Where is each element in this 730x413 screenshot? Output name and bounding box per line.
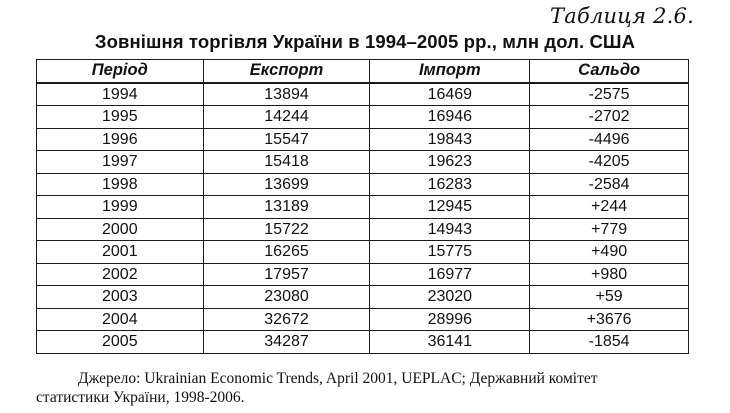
cell-import: 28996 (370, 308, 530, 331)
cell-period: 2003 (37, 286, 204, 309)
cell-balance: +59 (530, 286, 689, 309)
table-row (37, 263, 689, 286)
cell-balance: +490 (530, 241, 689, 264)
cell-import: 15775 (370, 241, 530, 264)
cell-period: 1994 (37, 83, 204, 106)
cell-period: 2001 (37, 241, 204, 264)
cell-balance: +244 (530, 196, 689, 219)
table-row (37, 218, 689, 241)
source-note-line-1: Джерело: Ukrainian Economic Trends, April 2001, UEPLAC; Державний комітет (78, 370, 598, 387)
cell-export: 15547 (203, 128, 370, 151)
source-note-line-2: статистики України, 1998-2006. (36, 389, 245, 406)
cell-import: 16977 (370, 263, 530, 286)
cell-export: 15418 (203, 151, 370, 174)
column-header-period: Період (37, 60, 204, 83)
cell-period: 1999 (37, 196, 204, 219)
foreign-trade-table (36, 59, 689, 354)
table-row (37, 83, 689, 106)
table-row (37, 196, 689, 219)
table-header-row (37, 60, 689, 83)
table-caption: Зовнішня торгівля України в 1994–2005 рр., млн дол. США (94, 31, 636, 52)
cell-period: 1998 (37, 173, 204, 196)
cell-import: 19843 (370, 128, 530, 151)
table-row (37, 331, 689, 354)
table-row (37, 308, 689, 331)
cell-export: 34287 (203, 331, 370, 354)
cell-export: 13894 (203, 83, 370, 106)
cell-period: 1997 (37, 151, 204, 174)
cell-export: 14244 (203, 106, 370, 129)
cell-period: 2000 (37, 218, 204, 241)
cell-balance: -2575 (530, 83, 689, 106)
column-header-import: Імпорт (370, 60, 530, 83)
cell-export: 16265 (203, 241, 370, 264)
cell-export: 23080 (203, 286, 370, 309)
cell-period: 1996 (37, 128, 204, 151)
source-note (36, 369, 698, 407)
cell-balance: -4205 (530, 151, 689, 174)
cell-export: 17957 (203, 263, 370, 286)
column-header-export: Експорт (203, 60, 370, 83)
cell-period: 2004 (37, 308, 204, 331)
cell-import: 23020 (370, 286, 530, 309)
cell-export: 13189 (203, 196, 370, 219)
cell-period: 2002 (37, 263, 204, 286)
cell-balance: +980 (530, 263, 689, 286)
cell-export: 13699 (203, 173, 370, 196)
cell-period: 1995 (37, 106, 204, 129)
cell-balance: +3676 (530, 308, 689, 331)
table-row (37, 128, 689, 151)
cell-export: 15722 (203, 218, 370, 241)
table-number-label: Таблиця 2.6. (550, 4, 694, 28)
cell-balance: -2702 (530, 106, 689, 129)
column-header-balance: Сальдо (530, 60, 689, 83)
cell-import: 12945 (370, 196, 530, 219)
cell-balance: +779 (530, 218, 689, 241)
cell-import: 36141 (370, 331, 530, 354)
cell-import: 16469 (370, 83, 530, 106)
cell-import: 19623 (370, 151, 530, 174)
cell-period: 2005 (37, 331, 204, 354)
cell-import: 16946 (370, 106, 530, 129)
cell-export: 32672 (203, 308, 370, 331)
cell-balance: -2584 (530, 173, 689, 196)
table-row (37, 173, 689, 196)
cell-balance: -1854 (530, 331, 689, 354)
cell-balance: -4496 (530, 128, 689, 151)
cell-import: 14943 (370, 218, 530, 241)
table-row (37, 286, 689, 309)
table-row (37, 106, 689, 129)
table-row (37, 241, 689, 264)
table-row (37, 151, 689, 174)
cell-import: 16283 (370, 173, 530, 196)
